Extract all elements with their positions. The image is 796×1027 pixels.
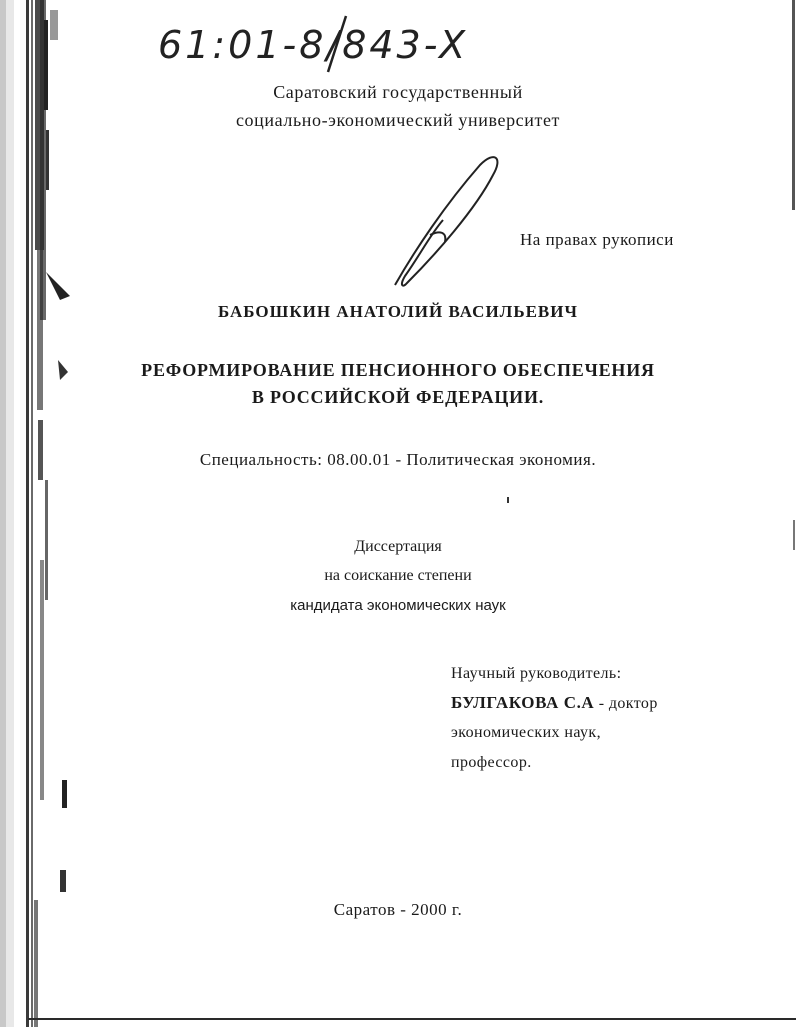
scan-right-edge: [790, 0, 796, 1027]
author-name: БАБОШКИН АНАТОЛИЙ ВАСИЛЬЕВИЧ: [218, 302, 578, 321]
scan-edge-artifact: [0, 0, 80, 1027]
thesis-title-line2: В РОССИЙСКОЙ ФЕДЕРАЦИИ.: [251, 387, 545, 407]
supervisor-label: Научный руководитель:: [451, 665, 622, 682]
degree-name: кандидата экономических наук: [290, 597, 506, 614]
signature-mark: [385, 150, 515, 295]
supervisor-name-line: [451, 693, 658, 713]
supervisor-degree-rest: экономических наук,: [451, 724, 601, 741]
specialty-line: Специальность: 08.00.01 - Политическая экономия.: [199, 450, 597, 469]
supervisor-degree-start: - доктор: [594, 695, 658, 712]
supervisor-name: БУЛГАКОВА С.А: [451, 693, 595, 712]
scan-speck: [507, 497, 509, 503]
manuscript-rights-note: На правах рукописи: [520, 230, 674, 249]
archive-stamp: [158, 14, 498, 74]
svg-text:61:01-8/843-X: 61:01-8/843-X: [158, 23, 469, 67]
supervisor-rank: профессор.: [451, 754, 532, 771]
university-name-line1: Саратовский государственный: [273, 82, 523, 102]
thesis-title-line1: РЕФОРМИРОВАНИЕ ПЕНСИОННОГО ОБЕСПЕЧЕНИЯ: [141, 360, 655, 380]
university-name-line2: социально-экономический университет: [235, 110, 561, 130]
dissertation-label: Диссертация: [354, 538, 442, 555]
degree-purpose: на соискание степени: [324, 567, 472, 584]
city-year: Саратов - 2000 г.: [333, 900, 463, 919]
scan-bottom-line: [28, 1018, 796, 1020]
